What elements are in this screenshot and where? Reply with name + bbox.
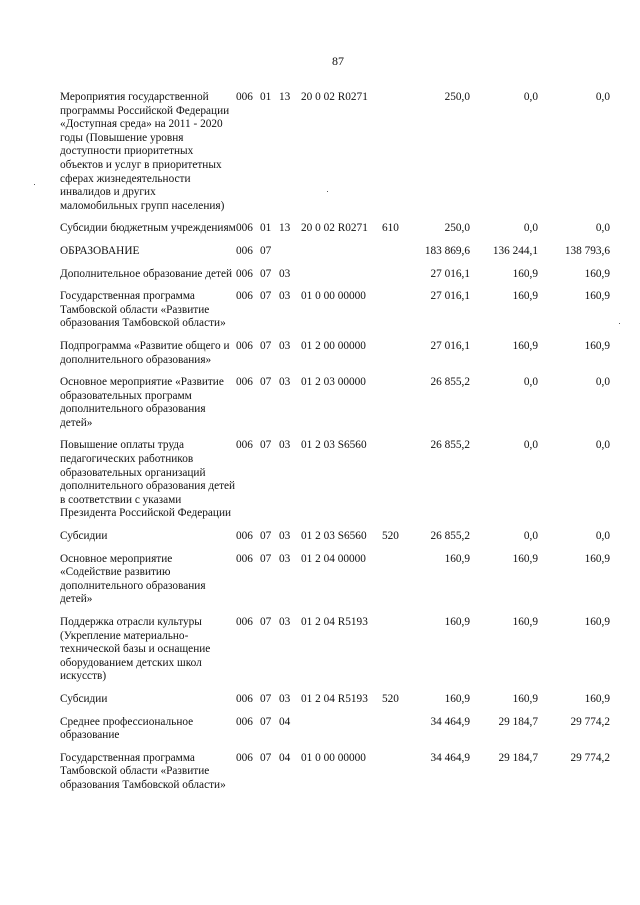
subsection-code: 03	[279, 439, 291, 452]
item-name: Мероприятия государственной программы Российской Федерации «Доступная среда» на 2011 - 2020 годы (Повышение уровня доступности приоритетных объектов и услуг в приоритетных сферах жизнедеятельности инвалидов и других маломобильных групп населения)	[60, 91, 230, 212]
amount-year-3: 0,0	[595, 376, 610, 389]
item-name: Субсидии	[60, 530, 108, 543]
section-code: 07	[260, 339, 272, 352]
subsection-code: 03	[279, 290, 291, 303]
amount-year-2: 160,9	[512, 552, 538, 565]
admin-code: 006	[236, 552, 253, 565]
section-code: 07	[260, 244, 272, 257]
subsection-code: 03	[279, 692, 291, 705]
section-code: 07	[260, 439, 272, 452]
table-row	[60, 245, 635, 259]
table-row	[60, 376, 635, 430]
amount-year-1: 160,9	[444, 692, 470, 705]
section-code: 07	[260, 692, 272, 705]
amount-year-2: 160,9	[512, 290, 538, 303]
item-name: Подпрограмма «Развитие общего и дополнительного образования»	[60, 339, 230, 366]
target-code: 20 0 02 R0271	[301, 91, 368, 103]
section-code: 01	[260, 222, 272, 235]
amount-year-2: 0,0	[523, 530, 538, 543]
amount-year-2: 29 184,7	[498, 751, 538, 764]
item-name: Среднее профессиональное образование	[60, 715, 194, 742]
table-row	[60, 553, 635, 607]
target-code: 01 2 04 00000	[301, 552, 366, 565]
item-name: Субсидии бюджетным учреждениям	[60, 222, 236, 235]
admin-code: 006	[236, 616, 253, 628]
scan-speck	[619, 323, 620, 324]
item-name: Поддержка отрасли культуры (Укрепление материально-технической базы и оснащение оборудованием детских школ искусств)	[60, 616, 211, 683]
amount-year-2: 160,9	[512, 692, 538, 705]
budget-table	[60, 91, 635, 802]
section-code: 07	[260, 290, 272, 303]
amount-year-3: 0,0	[595, 222, 610, 235]
target-code: 01 0 00 00000	[301, 290, 366, 303]
target-code: 01 2 04 R5193	[301, 692, 368, 705]
page-number: 87	[332, 54, 344, 68]
section-code: 07	[260, 376, 272, 389]
section-code: 07	[260, 751, 272, 764]
amount-year-2: 160,9	[512, 616, 538, 628]
amount-year-3: 29 774,2	[570, 751, 610, 764]
amount-year-2: 160,9	[512, 339, 538, 352]
table-row	[60, 290, 635, 331]
item-name: Основное мероприятие «Содействие развитию дополнительного образования детей»	[60, 552, 206, 606]
subsection-code: 03	[279, 376, 291, 389]
amount-year-3: 29 774,2	[570, 715, 610, 728]
table-row	[60, 91, 635, 213]
subsection-code: 03	[279, 339, 291, 352]
amount-year-2: 160,9	[512, 267, 538, 280]
subsection-code: 03	[279, 552, 291, 565]
target-code: 20 0 02 R0271	[301, 222, 368, 235]
target-code: 01 0 00 00000	[301, 751, 366, 764]
target-code: 01 2 03 S6560	[301, 530, 367, 543]
table-row	[60, 268, 635, 282]
target-code: 01 2 03 00000	[301, 376, 366, 389]
item-name: Государственная программа Тамбовской области «Развитие образования Тамбовской области»	[60, 290, 226, 330]
scan-speck	[327, 191, 328, 192]
amount-year-2: 29 184,7	[498, 715, 538, 728]
amount-year-1: 250,0	[444, 91, 470, 103]
amount-year-3: 160,9	[584, 552, 610, 565]
section-code: 01	[260, 91, 272, 103]
table-row	[60, 752, 635, 793]
amount-year-2: 136 244,1	[492, 244, 538, 257]
subsection-code: 04	[279, 751, 291, 764]
table-row	[60, 693, 635, 707]
item-name: Субсидии	[60, 692, 108, 705]
amount-year-1: 160,9	[444, 616, 470, 628]
section-code: 07	[260, 616, 272, 628]
amount-year-1: 34 464,9	[430, 715, 470, 728]
admin-code: 006	[236, 751, 253, 764]
amount-year-1: 27 016,1	[430, 339, 470, 352]
admin-code: 006	[236, 290, 253, 303]
amount-year-2: 0,0	[523, 222, 538, 235]
admin-code: 006	[236, 376, 253, 389]
table-row	[60, 439, 635, 521]
amount-year-3: 138 793,6	[564, 244, 610, 257]
amount-year-3: 160,9	[584, 692, 610, 705]
expense-type-code: 610	[382, 222, 399, 235]
amount-year-3: 160,9	[584, 339, 610, 352]
amount-year-1: 250,0	[444, 222, 470, 235]
section-code: 07	[260, 715, 272, 728]
item-name: Основное мероприятие «Развитие образовательных программ дополнительного образования детей»	[60, 376, 224, 429]
amount-year-1: 26 855,2	[430, 530, 470, 543]
admin-code: 006	[236, 267, 253, 280]
scan-speck	[34, 184, 35, 185]
admin-code: 006	[236, 530, 253, 543]
admin-code: 006	[236, 339, 253, 352]
amount-year-3: 0,0	[595, 91, 610, 103]
admin-code: 006	[236, 715, 253, 728]
table-row	[60, 716, 635, 743]
target-code: 01 2 00 00000	[301, 339, 366, 352]
item-name: ОБРАЗОВАНИЕ	[60, 244, 140, 257]
subsection-code: 13	[279, 222, 291, 235]
amount-year-1: 183 869,6	[424, 244, 470, 257]
table-row	[60, 222, 635, 236]
amount-year-3: 0,0	[595, 439, 610, 452]
item-name: Государственная программа Тамбовской области «Развитие образования Тамбовской области»	[60, 751, 226, 791]
target-code: 01 2 03 S6560	[301, 439, 367, 452]
item-name: Повышение оплаты труда педагогических работников образовательных организаций дополнительного образования детей в соответствии с указами Президента Российской Федерации	[60, 439, 236, 520]
expense-type-code: 520	[382, 692, 399, 705]
amount-year-1: 34 464,9	[430, 751, 470, 764]
amount-year-1: 27 016,1	[430, 290, 470, 303]
amount-year-2: 0,0	[523, 439, 538, 452]
table-row	[60, 340, 635, 367]
amount-year-1: 26 855,2	[430, 376, 470, 389]
subsection-code: 13	[279, 91, 291, 103]
admin-code: 006	[236, 244, 253, 257]
expense-type-code: 520	[382, 530, 399, 543]
target-code: 01 2 04 R5193	[301, 616, 368, 628]
subsection-code: 03	[279, 267, 291, 280]
admin-code: 006	[236, 91, 253, 103]
amount-year-3: 160,9	[584, 267, 610, 280]
admin-code: 006	[236, 222, 253, 235]
table-row	[60, 530, 635, 544]
subsection-code: 03	[279, 530, 291, 543]
section-code: 07	[260, 552, 272, 565]
section-code: 07	[260, 267, 272, 280]
amount-year-2: 0,0	[523, 376, 538, 389]
amount-year-1: 27 016,1	[430, 267, 470, 280]
subsection-code: 04	[279, 715, 291, 728]
amount-year-1: 26 855,2	[430, 439, 470, 452]
admin-code: 006	[236, 439, 253, 452]
amount-year-3: 160,9	[584, 290, 610, 303]
subsection-code: 03	[279, 616, 291, 628]
section-code: 07	[260, 530, 272, 543]
amount-year-2: 0,0	[523, 91, 538, 103]
admin-code: 006	[236, 692, 253, 705]
amount-year-3: 0,0	[595, 530, 610, 543]
amount-year-3: 160,9	[584, 616, 610, 628]
item-name: Дополнительное образование детей	[60, 267, 233, 280]
table-row	[60, 616, 635, 684]
amount-year-1: 160,9	[444, 552, 470, 565]
